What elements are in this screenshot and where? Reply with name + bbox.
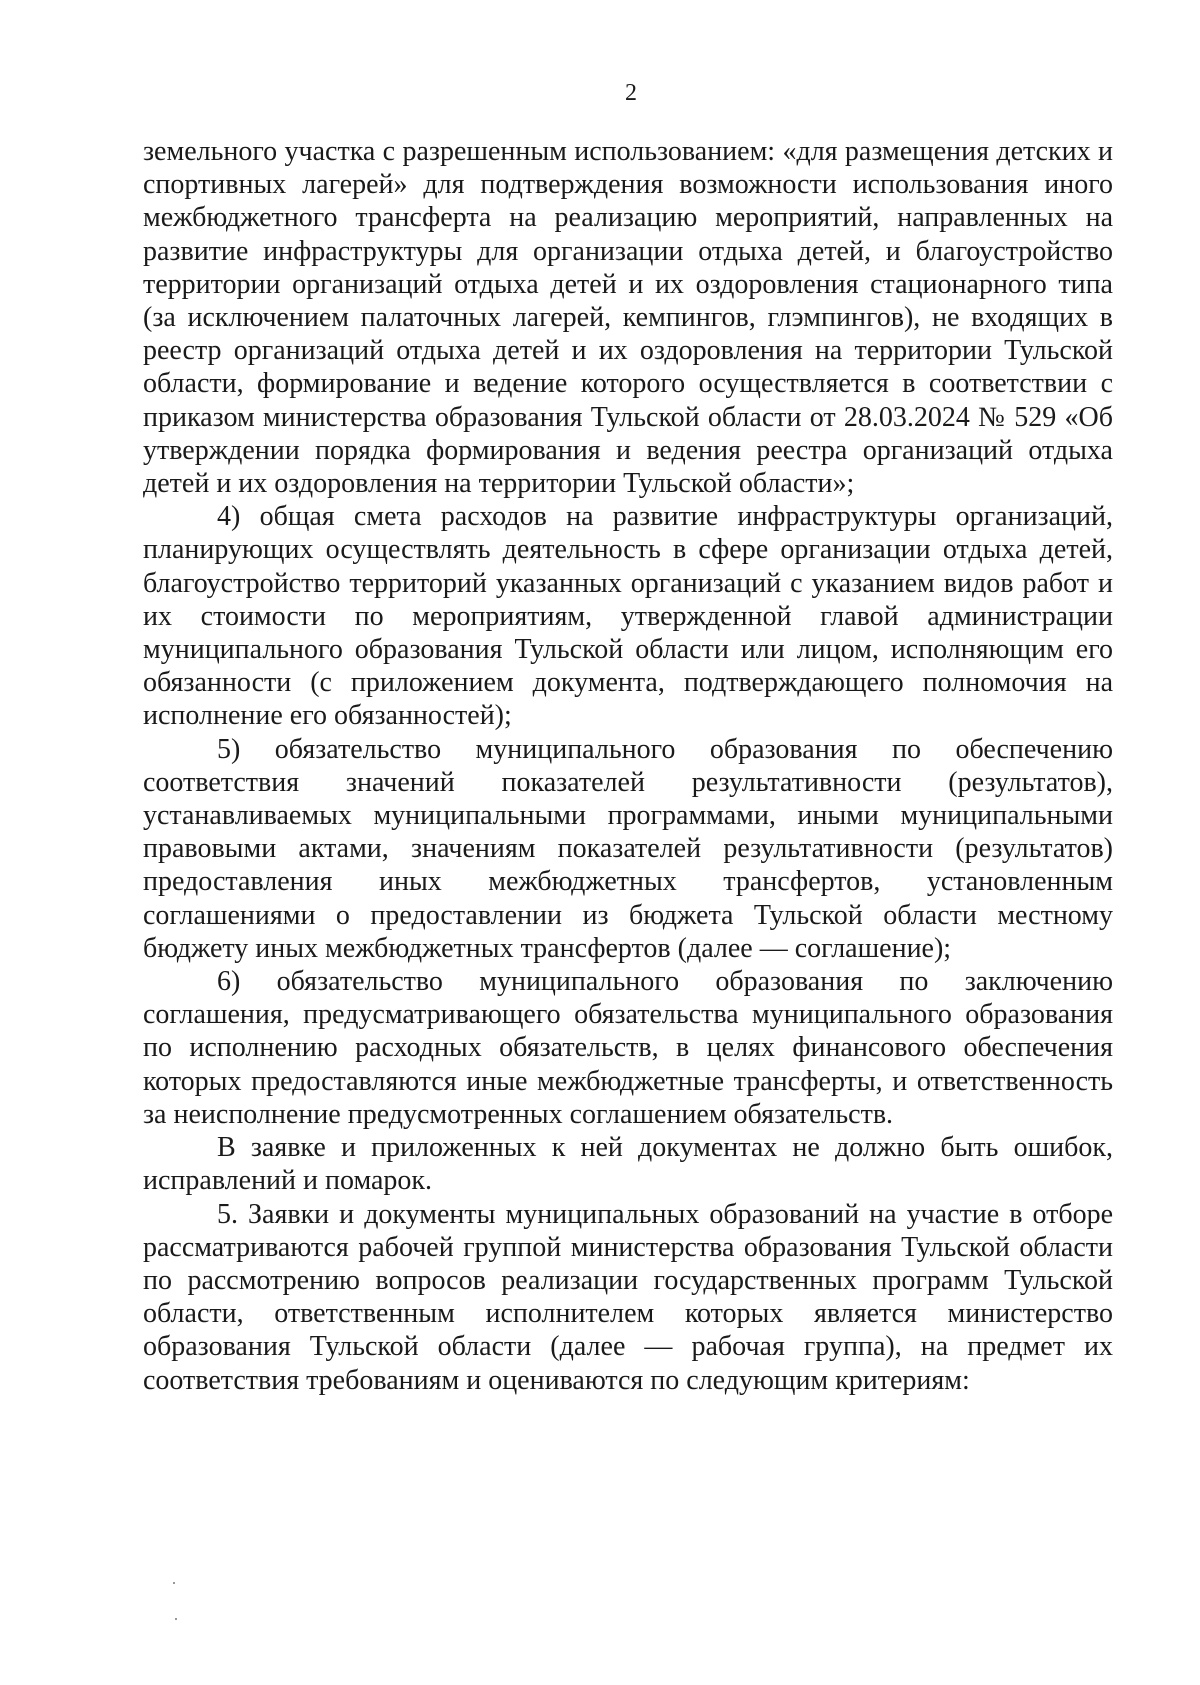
page-number: 2 <box>625 80 637 106</box>
paragraph-item-5: 5) обязательство муниципального образования по обеспечению соответствия значений показателей результативности (результатов), устанавливаемых муниципальными программами, иными муниципальными правовыми актами, значениям показателей результативности (результатов) предоставления иных межбюджетных трансфертов, установленным соглашениями о предоставлении из бюджета Тульской области местному бюджету иных межбюджетных трансфертов (далее — соглашение); <box>143 733 1113 964</box>
scan-speck <box>175 1618 177 1620</box>
paragraph-item-4: 4) общая смета расходов на развитие инфраструктуры организаций, планирующих осуществлять деятельность в сфере организации отдыха детей, благоустройство территорий указанных организаций с указанием видов работ и их стоимости по мероприятиям, утвержденной главой администрации муниципального образования Тульской области или лицом, исполняющим его обязанности (с приложением документа, подтверждающего полномочия на исполнение его обязанностей); <box>143 501 1113 732</box>
paragraph-item-6: 6) обязательство муниципального образования по заключению соглашения, предусматривающего обязательства муниципального образования по исполнению расходных обязательств, в целях финансового обеспечения которых предоставляются иные межбюджетные трансферты, и ответственность за неисполнение предусмотренных соглашением обязательств. <box>143 966 1113 1130</box>
paragraph-continuation: земельного участка с разрешенным использованием: «для размещения детских и спортивных лагерей» для подтверждения возможности использования иного межбюджетного трансферта на реализацию мероприятий, направленных на развитие инфраструктуры для организации отдыха детей, и благоустройство территории организаций отдыха детей и их оздоровления стационарного типа (за исключением палаточных лагерей, кемпингов, глэмпингов), не входящих в реестр организаций отдыха детей и их оздоровления на территории Тульской области, формирование и ведение которого осуществляется в соответствии с приказом министерства образования Тульской области от 28.03.2024 № 529 «Об утверждении порядка формирования и ведения реестра организаций отдыха детей и их оздоровления на территории Тульской области»; <box>143 136 1113 500</box>
document-body <box>143 135 1113 1397</box>
paragraph-note: В заявке и приложенных к ней документах не должно быть ошибок, исправлений и помарок. <box>143 1132 1113 1197</box>
paragraph-section-5: 5. Заявки и документы муниципальных образований на участие в отборе рассматриваются рабочей группой министерства образования Тульской области по рассмотрению вопросов реализации государственных программ Тульской области, ответственным исполнителем которых является министерство образования Тульской области (далее — рабочая группа), на предмет их соответствия требованиям и оцениваются по следующим критериям: <box>143 1198 1113 1396</box>
scan-speck <box>173 1582 175 1584</box>
